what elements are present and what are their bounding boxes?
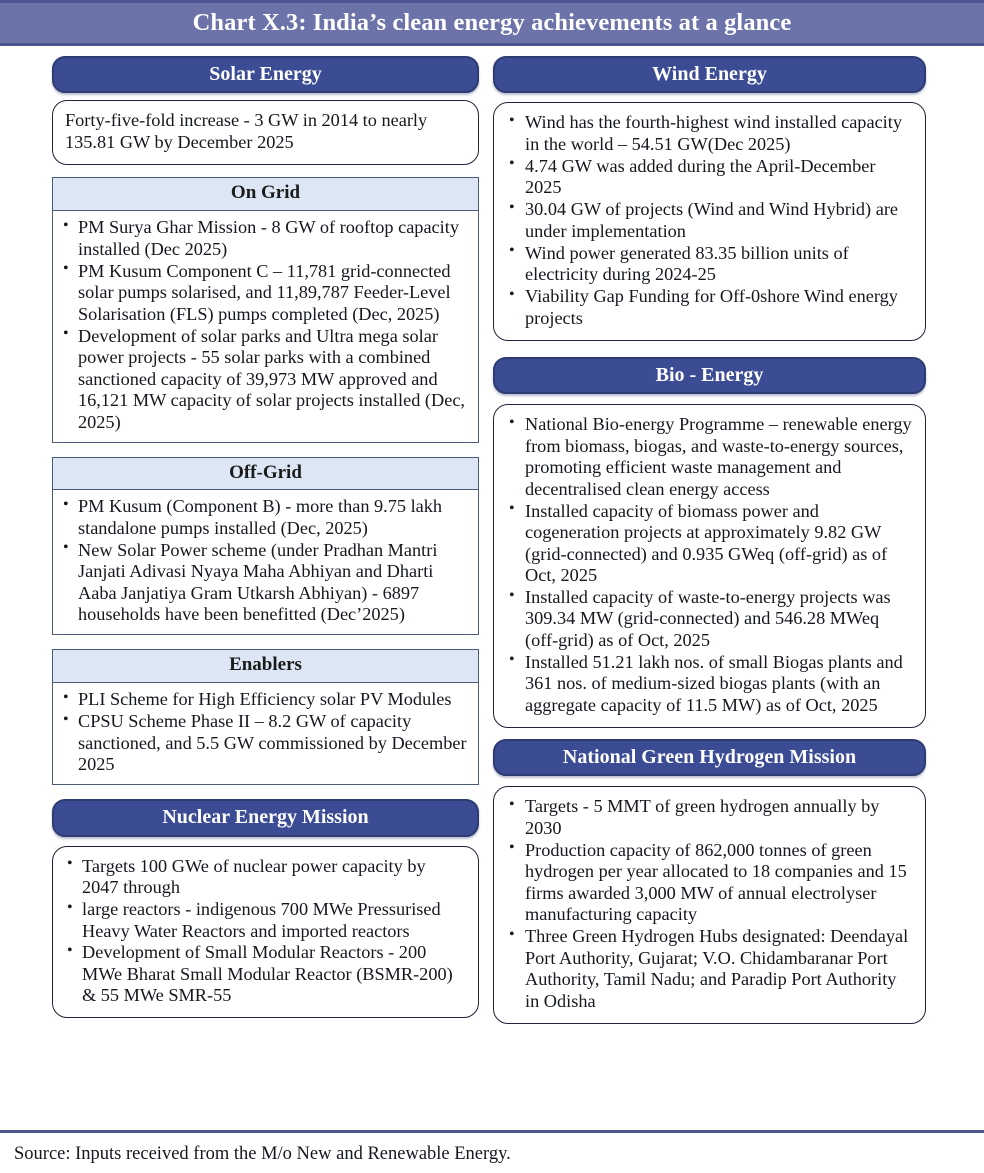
- enablers-body: [53, 683, 478, 784]
- hydrogen-card: [493, 786, 926, 1023]
- list-item: • 4.74 GW was added during the April-December 2025: [506, 156, 913, 199]
- list-item: • National Bio-energy Programme – renewable energy from biomass, biogas, and waste-to-energy sources, promoting efficient waste management and decentralised clean energy access: [506, 414, 913, 500]
- chart-title: Chart X.3: India’s clean energy achievements at a glance: [192, 8, 792, 36]
- section-header-solar-energy: Solar Energy: [52, 56, 479, 93]
- list-item: • PM Kusum (Component B) - more than 9.75 lakh standalone pumps installed (Dec, 2025): [61, 496, 468, 539]
- chart-title-bar: [0, 0, 984, 46]
- list-item: • CPSU Scheme Phase II – 8.2 GW of capacity sanctioned, and 5.5 GW commissioned by December 2025: [61, 711, 468, 775]
- list-item: • Wind has the fourth-highest wind installed capacity in the world – 54.51 GW(Dec 2025): [506, 112, 913, 155]
- right-column: [487, 56, 984, 1024]
- list-item: • Viability Gap Funding for Off-0shore Wind energy projects: [506, 286, 913, 329]
- list-item: • large reactors - indigenous 700 MWe Pressurised Heavy Water Reactors and imported reactors: [65, 899, 466, 942]
- solar-intro-card: [52, 100, 479, 165]
- off-grid-block: [52, 457, 479, 636]
- list-item: • Three Green Hydrogen Hubs designated: Deendayal Port Authority, Gujarat; V.O. Chidambaranar Port Authority, Tamil Nadu; and Paradip Port Authority in Odisha: [506, 926, 913, 1012]
- list-item: • Installed 51.21 lakh nos. of small Biogas plants and 361 nos. of medium-sized biogas plants (with an aggregate capacity of 11.5 MW) as of Oct, 2025: [506, 652, 913, 716]
- columns-container: [0, 46, 984, 1130]
- list-item: • Wind power generated 83.35 billion units of electricity during 2024-25: [506, 243, 913, 286]
- section-header-wind-energy: Wind Energy: [493, 56, 926, 93]
- list-item: • Installed capacity of biomass power and cogeneration projects at approximately 9.82 GW (grid-connected) and 0.935 GWeq (off-grid) as of Oct, 2025: [506, 501, 913, 587]
- source-note: Source: Inputs received from the M/o New and Renewable Energy.: [14, 1143, 511, 1164]
- wind-bullet-list: [506, 112, 913, 329]
- list-item: • PLI Scheme for High Efficiency solar PV Modules: [61, 689, 468, 710]
- section-header-bio-energy: Bio - Energy: [493, 357, 926, 394]
- off-grid-header: Off-Grid: [53, 458, 478, 491]
- list-item: • Targets 100 GWe of nuclear power capacity by 2047 through: [65, 856, 466, 899]
- nuclear-bullet-list: [65, 856, 466, 1007]
- list-item: • New Solar Power scheme (under Pradhan Mantri Janjati Adivasi Nyaya Maha Abhiyan and Dharti Aaba Janjatiya Gram Utkarsh Abhiyan) - 6897 households have been benefitted (Dec’2025): [61, 540, 468, 626]
- on-grid-header: On Grid: [53, 178, 478, 211]
- list-item: • Installed capacity of waste-to-energy projects was 309.34 MW (grid-connected) and 546.28 MWeq (off-grid) as of Oct, 2025: [506, 587, 913, 651]
- section-header-nuclear-energy-mission: Nuclear Energy Mission: [52, 799, 479, 836]
- list-item: • Targets - 5 MMT of green hydrogen annually by 2030: [506, 796, 913, 839]
- enablers-block: [52, 649, 479, 785]
- on-grid-body: [53, 211, 478, 441]
- list-item: • 30.04 GW of projects (Wind and Wind Hybrid) are under implementation: [506, 199, 913, 242]
- off-grid-bullet-list: [61, 496, 468, 625]
- list-item: • Development of Small Modular Reactors - 200 MWe Bharat Small Modular Reactor (BSMR-200) & 55 MWe SMR-55: [65, 942, 466, 1006]
- bio-energy-card: [493, 404, 926, 728]
- bio-energy-bullet-list: [506, 414, 913, 716]
- list-item: • Development of solar parks and Ultra mega solar power projects - 55 solar parks with a combined sanctioned capacity of 39,973 MW approved and 16,121 MW capacity of solar projects installed (Dec, 2025): [61, 326, 468, 433]
- on-grid-block: [52, 177, 479, 442]
- on-grid-bullet-list: [61, 217, 468, 433]
- solar-intro-text: Forty-five-fold increase - 3 GW in 2014 to nearly 135.81 GW by December 2025: [65, 110, 428, 153]
- nuclear-card: [52, 846, 479, 1019]
- wind-card: [493, 102, 926, 340]
- enablers-bullet-list: [61, 689, 468, 775]
- list-item: • Production capacity of 862,000 tonnes of green hydrogen per year allocated to 18 companies and 15 firms awarded 3,000 MW of annual electrolyser manufacturing capacity: [506, 840, 913, 926]
- enablers-header: Enablers: [53, 650, 478, 683]
- off-grid-body: [53, 490, 478, 634]
- list-item: • PM Surya Ghar Mission - 8 GW of rooftop capacity installed (Dec 2025): [61, 217, 468, 260]
- left-column: [0, 56, 487, 1018]
- hydrogen-bullet-list: [506, 796, 913, 1012]
- list-item: • PM Kusum Component C – 11,781 grid-connected solar pumps solarised, and 11,89,787 Feeder-Level Solarisation (FLS) pumps completed (Dec, 2025): [61, 261, 468, 325]
- chart-footer: [0, 1130, 984, 1173]
- section-header-national-green-hydrogen-mission: National Green Hydrogen Mission: [493, 739, 926, 776]
